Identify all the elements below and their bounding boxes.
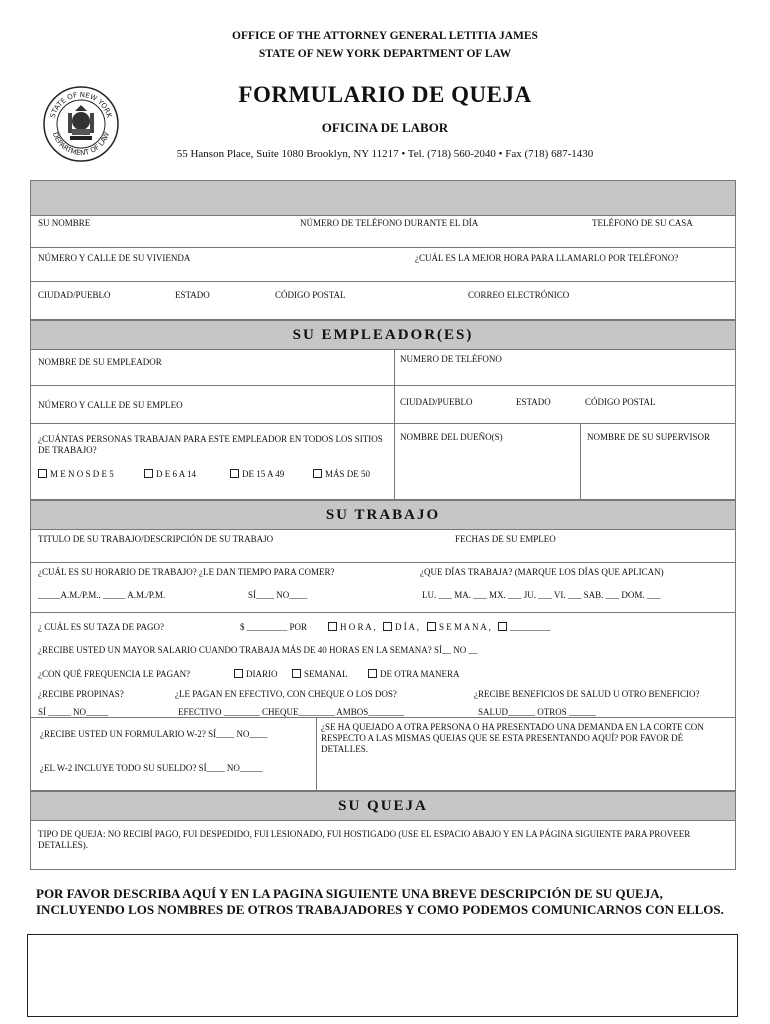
owner-name-field[interactable]: NOMBRE DEL DUEÑO(S) (400, 432, 503, 442)
pay-amount-field[interactable]: $ _________ POR (240, 622, 308, 632)
pay-option-hour[interactable]: H O R A , (328, 622, 376, 633)
home-state-field[interactable]: ESTADO (175, 290, 210, 300)
meal-time-field[interactable]: SÍ____ NO____ (248, 590, 308, 600)
count-option-6-14[interactable]: D E 6 A 14 (144, 469, 196, 480)
your-name-field[interactable]: SU NOMBRE (38, 218, 91, 228)
count-option-50-plus[interactable]: MÁS DE 50 (313, 469, 370, 480)
employee-count-question: ¿CUÁNTAS PERSONAS TRABAJAN PARA ESTE EMPLEADOR EN TODOS LOS SITIOS DE TRABAJO? (38, 434, 383, 455)
pay-option-week[interactable]: S E M A N A , (427, 622, 491, 633)
prior-complaint-question[interactable]: ¿SE HA QUEJADO A OTRA PERSONA O HA PRESENTADO UNA DEMANDA EN LA CORTE CON RESPECTO A LAS MISMAS QUEJAS QUE SE ESTA PRESENTANDO AQUÍ? POR FAVOR DÉ DETALLES. (321, 722, 704, 754)
department-line: STATE OF NEW YORK DEPARTMENT OF LAW (258, 48, 512, 60)
w2-question[interactable]: ¿RECIBE USTED UN FORMULARIO W-2? SÍ____ NO____ (40, 729, 268, 739)
best-time-field[interactable]: ¿CUÁL ES LA MEJOR HORA PARA LLAMARLO POR TELÉFONO? (415, 253, 679, 263)
home-zip-field[interactable]: CÓDIGO POSTAL (275, 290, 346, 300)
svg-text:STATE OF NEW YORK: STATE OF NEW YORK (48, 90, 114, 119)
schedule-question: ¿CUÁL ES SU HORARIO DE TRABAJO? ¿LE DAN TIEMPO PARA COMER? (38, 567, 335, 577)
employer-street-field[interactable]: NÚMERO Y CALLE DE SU EMPLEO (38, 400, 183, 410)
checkbox-icon (144, 469, 153, 478)
checkbox-icon (368, 669, 377, 678)
freq-option-weekly[interactable]: SEMANAL (292, 669, 348, 680)
pay-rate-question: ¿ CUÁL ES SU TAZA DE PAGO? (38, 622, 164, 632)
checkbox-icon (383, 622, 392, 631)
employer-name-field[interactable]: NOMBRE DE SU EMPLEADOR (38, 357, 162, 367)
supervisor-name-field[interactable]: NOMBRE DE SU SUPERVISOR (587, 432, 711, 442)
benefits-answer-field[interactable]: SALUD______ OTROS ______ (478, 707, 597, 717)
tips-answer-field[interactable]: SÍ _____ NO_____ (38, 707, 109, 717)
office-address: 55 Hanson Place, Suite 1080 Brooklyn, NY 11217 • Tel. (718) 560-2040 • Fax (718) 687-1430 (176, 148, 594, 160)
checkbox-icon (230, 469, 239, 478)
w2-complete-question[interactable]: ¿EL W-2 INCLUYE TODO SU SUELDO? SÍ____ NO_____ (40, 763, 263, 773)
day-phone-field[interactable]: NÚMERO DE TELÉFONO DURANTE EL DÍA (300, 218, 479, 228)
complaint-heading: SU QUEJA (30, 791, 736, 821)
cash-answer-field[interactable]: EFECTIVO ________ CHEQUE________ AMBOS________ (178, 707, 405, 717)
freq-option-other[interactable]: DE OTRA MANERA (368, 669, 460, 680)
personal-info-box (30, 215, 736, 320)
checkbox-icon (234, 669, 243, 678)
checkbox-icon (328, 622, 337, 631)
pay-option-day[interactable]: D Í A , (383, 622, 419, 633)
home-city-field[interactable]: CIUDAD/PUEBLO (38, 290, 111, 300)
checkbox-icon (292, 669, 301, 678)
state-seal-icon (42, 85, 120, 163)
email-field[interactable]: CORREO ELECTRÓNICO (468, 290, 570, 300)
checkbox-icon (498, 622, 507, 631)
svg-text:DEPARTMENT OF LAW: DEPARTMENT OF LAW (50, 131, 112, 158)
pay-option-other[interactable]: _________ (498, 622, 551, 633)
employer-zip-field[interactable]: CÓDIGO POSTAL (585, 397, 656, 407)
freq-option-daily[interactable]: DIARIO (234, 669, 278, 680)
office-line: OFFICE OF THE ATTORNEY GENERAL LETITIA JAMES (232, 30, 538, 42)
employer-phone-field[interactable]: NUMERO DE TELÉFONO (400, 354, 502, 364)
schedule-hours-field[interactable]: _____A.M./P.M.. _____ A.M./P.M. (38, 590, 166, 600)
work-days-field[interactable]: LU. ___ MA. ___ MX. ___ JU. ___ VI. ___ SAB. ___ DOM. ___ (422, 590, 661, 600)
personal-band (30, 180, 736, 216)
cash-question: ¿LE PAGAN EN EFECTIVO, CON CHEQUE O LOS DOS? (175, 689, 397, 699)
tips-question: ¿RECIBE PROPINAS? (38, 689, 124, 699)
complaint-description-textarea[interactable] (27, 934, 738, 1017)
home-street-field[interactable]: NÚMERO Y CALLE DE SU VIVIENDA (38, 253, 191, 263)
job-heading: SU TRABAJO (30, 500, 736, 530)
benefits-question: ¿RECIBE BENEFICIOS DE SALUD U OTRO BENEFICIO? (474, 689, 700, 699)
pay-frequency-question: ¿CON QUÉ FREQUENCIA LE PAGAN? (38, 669, 191, 679)
employer-city-field[interactable]: CIUDAD/PUEBLO (400, 397, 473, 407)
home-phone-field[interactable]: TELÉFONO DE SU CASA (592, 218, 693, 228)
overtime-question[interactable]: ¿RECIBE USTED UN MAYOR SALARIO CUANDO TRABAJA MÁS DE 40 HORAS EN LA SEMANA? SÍ__ NO __ (38, 645, 478, 655)
complaint-type-text: TIPO DE QUEJA: NO RECIBÍ PAGO, FUI DESPEDIDO, FUI LESIONADO, FUI HOSTIGADO (USE EL ESPACIO ABAJO Y EN LA PÁGINA SIGUIENTE PARA PROVEER DETALLES). (38, 829, 691, 850)
form-title: FORMULARIO DE QUEJA (238, 82, 532, 107)
count-option-15-49[interactable]: DE 15 A 49 (230, 469, 284, 480)
employer-heading: SU EMPLEADOR(ES) (30, 320, 736, 350)
job-title-field[interactable]: TITULO DE SU TRABAJO/DESCRIPCIÓN DE SU TRABAJO (38, 534, 274, 544)
employer-box (30, 349, 736, 500)
checkbox-icon (313, 469, 322, 478)
employment-dates-field[interactable]: FECHAS DE SU EMPLEO (455, 534, 556, 544)
days-question: ¿QUE DÍAS TRABAJA? (MARQUE LOS DÍAS QUE APLICAN) (420, 567, 664, 577)
count-option-less-5[interactable]: M E N O S D E 5 (38, 469, 114, 480)
checkbox-icon (427, 622, 436, 631)
checkbox-icon (38, 469, 47, 478)
employer-state-field[interactable]: ESTADO (516, 397, 551, 407)
complaint-instructions: POR FAVOR DESCRIBA AQUÍ Y EN LA PAGINA SIGUIENTE UNA BREVE DESCRIPCIÓN DE SU QUEJA, INCLUYENDO LOS NOMBRES DE OTROS TRABAJADORES Y COMO PODEMOS COMUNICARNOS CON ELLOS. (36, 886, 724, 917)
form-subtitle: OFICINA DE LABOR (321, 120, 449, 135)
